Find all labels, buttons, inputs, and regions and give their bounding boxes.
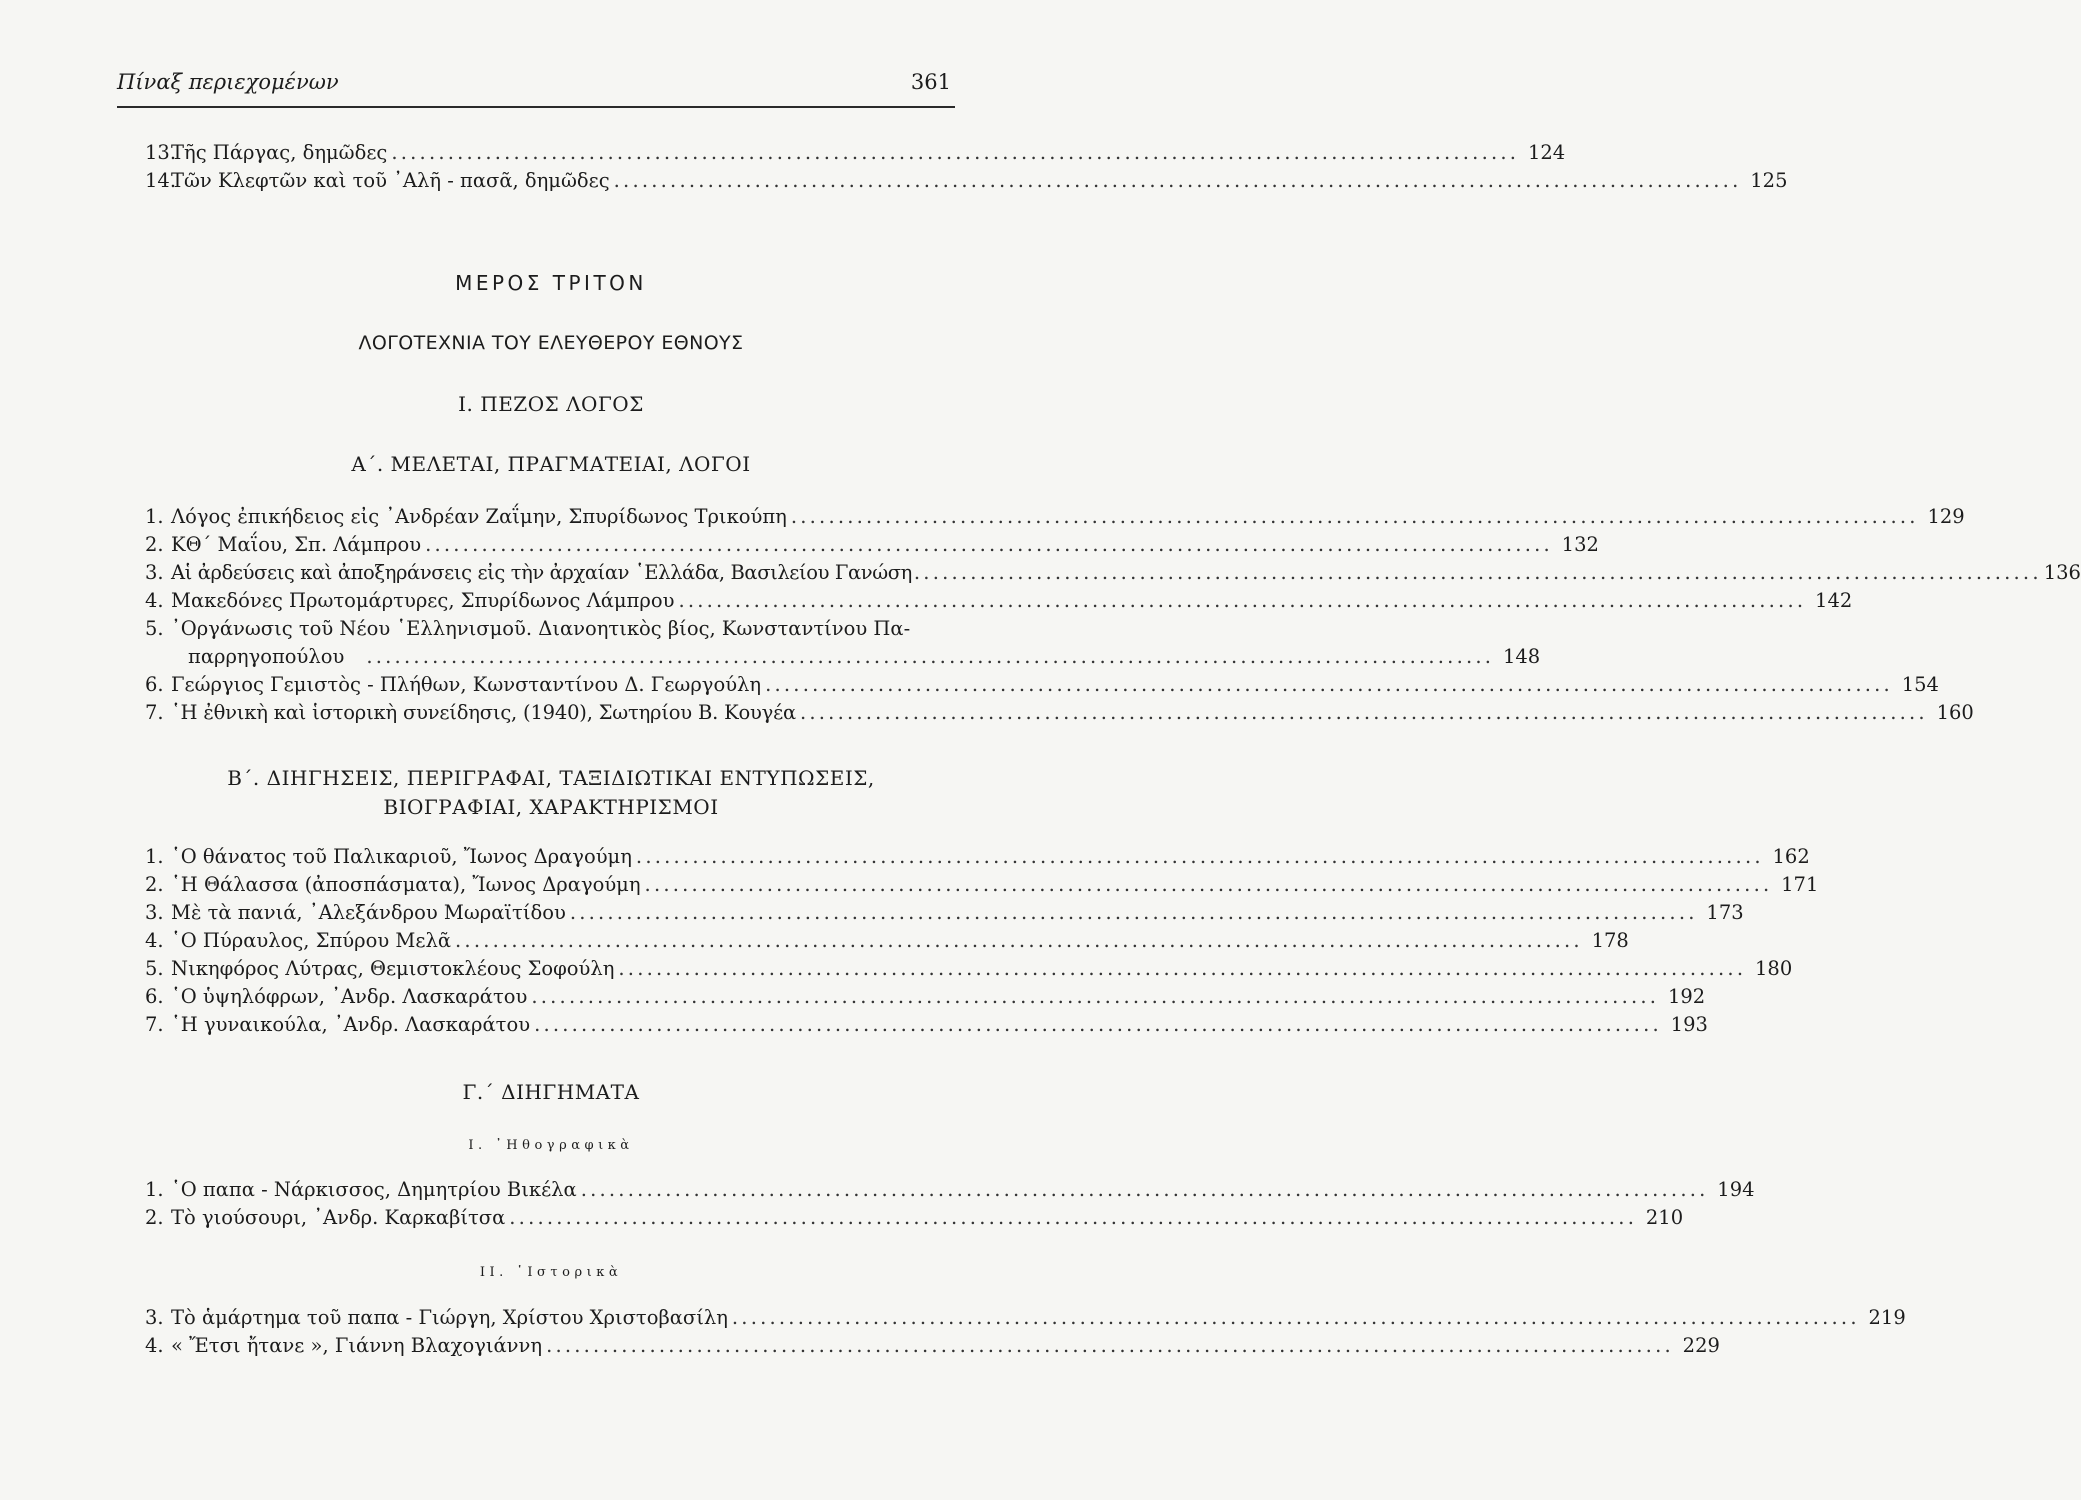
toc-entry <box>145 701 1974 729</box>
entry-number: 7. <box>145 1013 164 1036</box>
entry-page: 180 <box>1755 957 1793 980</box>
toc-entry <box>145 985 1706 1013</box>
toc-entry <box>145 1013 1708 1041</box>
entry-number: 5. <box>145 957 164 980</box>
dot-leader: ........................................................................................................................ <box>731 1306 1860 1329</box>
entry-page: 192 <box>1667 985 1706 1008</box>
entry-number: 4. <box>145 929 164 952</box>
entry-title: Αἱ ἀρδεύσεις καὶ ἀποξηράνσεις εἰς τὴν ἀρχαίαν ῾Ελλάδα, Βασιλείου Γανώση <box>171 561 912 584</box>
entry-title: ῾Ο παπα - Νάρκισσος, Δημητρίου Βικέλα <box>171 1178 577 1201</box>
subsection-title: Ι. ᾿Ηθογραφικὰ <box>468 1138 634 1153</box>
dot-leader: ........................................................................................................................ <box>531 985 1660 1008</box>
dot-leader: ........................................................................................................................ <box>618 957 1747 980</box>
entry-title: Τὸ γιούσουρι, ᾿Ανδρ. Καρκαβίτσα <box>171 1206 506 1229</box>
section-title: Ι. ΠΕΖΟΣ ΛΟΓΟΣ <box>458 392 644 416</box>
entry-title: Τῆς Πάργας, δημῶδες <box>171 141 388 164</box>
toc-entry <box>145 1206 1684 1234</box>
dot-leader: ........................................................................................................................ <box>546 1334 1674 1357</box>
dot-leader: ........................................................................................................................ <box>913 561 2042 584</box>
toc-entry <box>145 1178 1755 1206</box>
section-a-title: Α΄. ΜΕΛΕΤΑΙ, ΠΡΑΓΜΑΤΕΙΑΙ, ΛΟΓΟΙ <box>351 452 751 476</box>
part-subtitle: ΛΟΓΟΤΕΧΝΙΑ ΤΟΥ ΕΛΕΥΘΕΡΟΥ ΕΘΝΟΥΣ <box>358 332 744 354</box>
dot-leader: ........................................................................................................................ <box>425 533 1553 556</box>
running-header <box>117 66 955 108</box>
page-number: 361 <box>910 70 951 94</box>
entry-title: Τὸ ἁμάρτημα τοῦ παπα - Γιώργη, Χρίστου Χριστοβασίλη <box>171 1306 728 1329</box>
entry-title: ῾Η ἐθνικὴ καὶ ἱστορικὴ συνείδησις, (1940), Σωτηρίου Β. Κουγέα <box>171 701 796 724</box>
dot-leader: ........................................................................................................................ <box>678 589 1807 612</box>
entry-title: Γεώργιος Γεμιστὸς - Πλήθων, Κωνσταντίνου Δ. Γεωργούλη <box>171 673 762 696</box>
dot-leader: ........................................................................................................................ <box>534 1013 1662 1036</box>
toc-page <box>117 0 2081 1500</box>
toc-entry <box>145 901 1744 929</box>
dot-leader: ........................................................................................................................ <box>765 673 1893 696</box>
section-b-title-line2: ΒΙΟΓΡΑΦΙΑΙ, ΧΑΡΑΚΤΗΡΙΣΜΟΙ <box>383 795 719 819</box>
entry-page: 125 <box>1750 169 1788 192</box>
entry-page: 124 <box>1527 141 1566 164</box>
entry-number: 3. <box>145 1306 164 1329</box>
entry-title: Νικηφόρος Λύτρας, Θεμιστοκλέους Σοφούλη <box>171 957 615 980</box>
toc-entry <box>145 929 1629 957</box>
entry-number: 3. <box>145 901 164 924</box>
entry-number: 1. <box>145 505 164 528</box>
dot-leader: ........................................................................................................................ <box>580 1178 1709 1201</box>
toc-entry <box>145 1306 1906 1334</box>
dot-leader: ........................................................................................................................ <box>613 169 1742 192</box>
entry-title: ῾Ο ὑψηλόφρων, ᾿Ανδρ. Λασκαράτου <box>171 985 528 1008</box>
toc-entry <box>145 845 1810 873</box>
entry-page: 194 <box>1717 1178 1755 1201</box>
entry-title: ῾Ο θάνατος τοῦ Παλικαριοῦ, Ἴωνος Δραγούμη <box>171 845 632 868</box>
entry-number: 14. <box>145 169 177 192</box>
entry-page: 136 <box>2043 561 2081 584</box>
entry-page: 162 <box>1772 845 1810 868</box>
entry-page: 193 <box>1670 1013 1708 1036</box>
entry-title-continued: παρρηγοπούλου <box>188 645 345 668</box>
entry-title: Τῶν Κλεφτῶν καὶ τοῦ ᾿Αλῆ - πασᾶ, δημῶδες <box>171 169 610 192</box>
dot-leader: ........................................................................................................................ <box>366 645 1495 668</box>
entry-page: 229 <box>1682 1334 1720 1357</box>
subsection-title: ΙΙ. ῾Ιστορικὰ <box>479 1265 623 1280</box>
entry-title: « Ἔτσι ἤτανε », Γιάννη Βλαχογιάννη <box>171 1334 543 1357</box>
entry-page: 154 <box>1901 673 1939 696</box>
entry-number: 4. <box>145 1334 164 1357</box>
entry-title: ῾Ο Πύραυλος, Σπύρου Μελᾶ <box>171 929 452 952</box>
entry-number: 5. <box>145 617 164 640</box>
entry-page: 219 <box>1868 1306 1906 1329</box>
entry-page: 173 <box>1706 901 1744 924</box>
entry-number: 1. <box>145 1178 164 1201</box>
entry-number: 7. <box>145 701 164 724</box>
toc-entry <box>145 169 1788 197</box>
toc-entry <box>145 533 1599 561</box>
dot-leader: ........................................................................................................................ <box>509 1206 1638 1229</box>
dot-leader: ........................................................................................................................ <box>635 845 1764 868</box>
section-b-title: Β΄. ΔΙΗΓΗΣΕΙΣ, ΠΕΡΙΓΡΑΦΑΙ, ΤΑΞΙΔΙΩΤΙΚΑΙ ΕΝΤΥΠΩΣΕΙΣ, <box>227 766 875 790</box>
dot-leader: ........................................................................................................................ <box>391 141 1520 164</box>
entry-page: 132 <box>1561 533 1599 556</box>
entry-page: 210 <box>1645 1206 1684 1229</box>
entry-number: 2. <box>145 1206 164 1229</box>
entry-number: 3. <box>145 561 164 584</box>
entry-page: 171 <box>1781 873 1819 896</box>
entry-title: Λόγος ἐπικήδειος εἰς ᾿Ανδρέαν Ζαΐμην, Σπυρίδωνος Τρικούπη <box>171 505 787 528</box>
entry-page: 160 <box>1936 701 1974 724</box>
toc-entry <box>145 561 2081 589</box>
toc-entry <box>145 1334 1720 1362</box>
entry-page: 129 <box>1927 505 1965 528</box>
toc-entry <box>145 873 1819 901</box>
entry-number: 4. <box>145 589 164 612</box>
running-title: Πίναξ περιεχομένων <box>117 70 339 94</box>
entry-title: ΚΘ΄ Μαΐου, Σπ. Λάμπρου <box>171 533 422 556</box>
toc-entry <box>145 957 1793 985</box>
entry-title: ῾Η Θάλασσα (ἀποσπάσματα), Ἴωνος Δραγούμη <box>171 873 641 896</box>
dot-leader: ........................................................................................................................ <box>790 505 1919 528</box>
toc-entry-continuation <box>171 645 1541 673</box>
dot-leader: ........................................................................................................................ <box>799 701 1928 724</box>
entry-title: Μὲ τὰ πανιά, ᾿Αλεξάνδρου Μωραϊτίδου <box>171 901 566 924</box>
part-title: ΜΕΡΟΣ ΤΡΙΤΟΝ <box>455 271 647 295</box>
section-c-title: Γ.΄ ΔΙΗΓΗΜΑΤΑ <box>462 1080 640 1104</box>
toc-entry <box>145 505 1965 533</box>
entry-number: 2. <box>145 533 164 556</box>
entry-page: 148 <box>1502 645 1541 668</box>
entry-number: 2. <box>145 873 164 896</box>
entry-number: 6. <box>145 985 164 1008</box>
entry-title: ῾Η γυναικούλα, ᾿Ανδρ. Λασκαράτου <box>171 1013 531 1036</box>
entry-number: 1. <box>145 845 164 868</box>
entry-page: 178 <box>1591 929 1629 952</box>
dot-leader: ........................................................................................................................ <box>455 929 1583 952</box>
dot-leader: ........................................................................................................................ <box>569 901 1698 924</box>
entry-number: 13. <box>145 141 177 164</box>
toc-entry <box>145 141 1566 169</box>
toc-entry <box>145 673 1939 701</box>
entry-title: ᾿Οργάνωσις τοῦ Νέου ῾Ελληνισμοῦ. Διανοητικὸς βίος, Κωνσταντίνου Πα- <box>171 617 911 640</box>
entry-page: 142 <box>1815 589 1853 612</box>
dot-leader: ........................................................................................................................ <box>644 873 1773 896</box>
toc-entry <box>145 589 1853 617</box>
entry-title: Μακεδόνες Πρωτομάρτυρες, Σπυρίδωνος Λάμπρου <box>171 589 675 612</box>
toc-entry <box>145 617 957 645</box>
entry-number: 6. <box>145 673 164 696</box>
